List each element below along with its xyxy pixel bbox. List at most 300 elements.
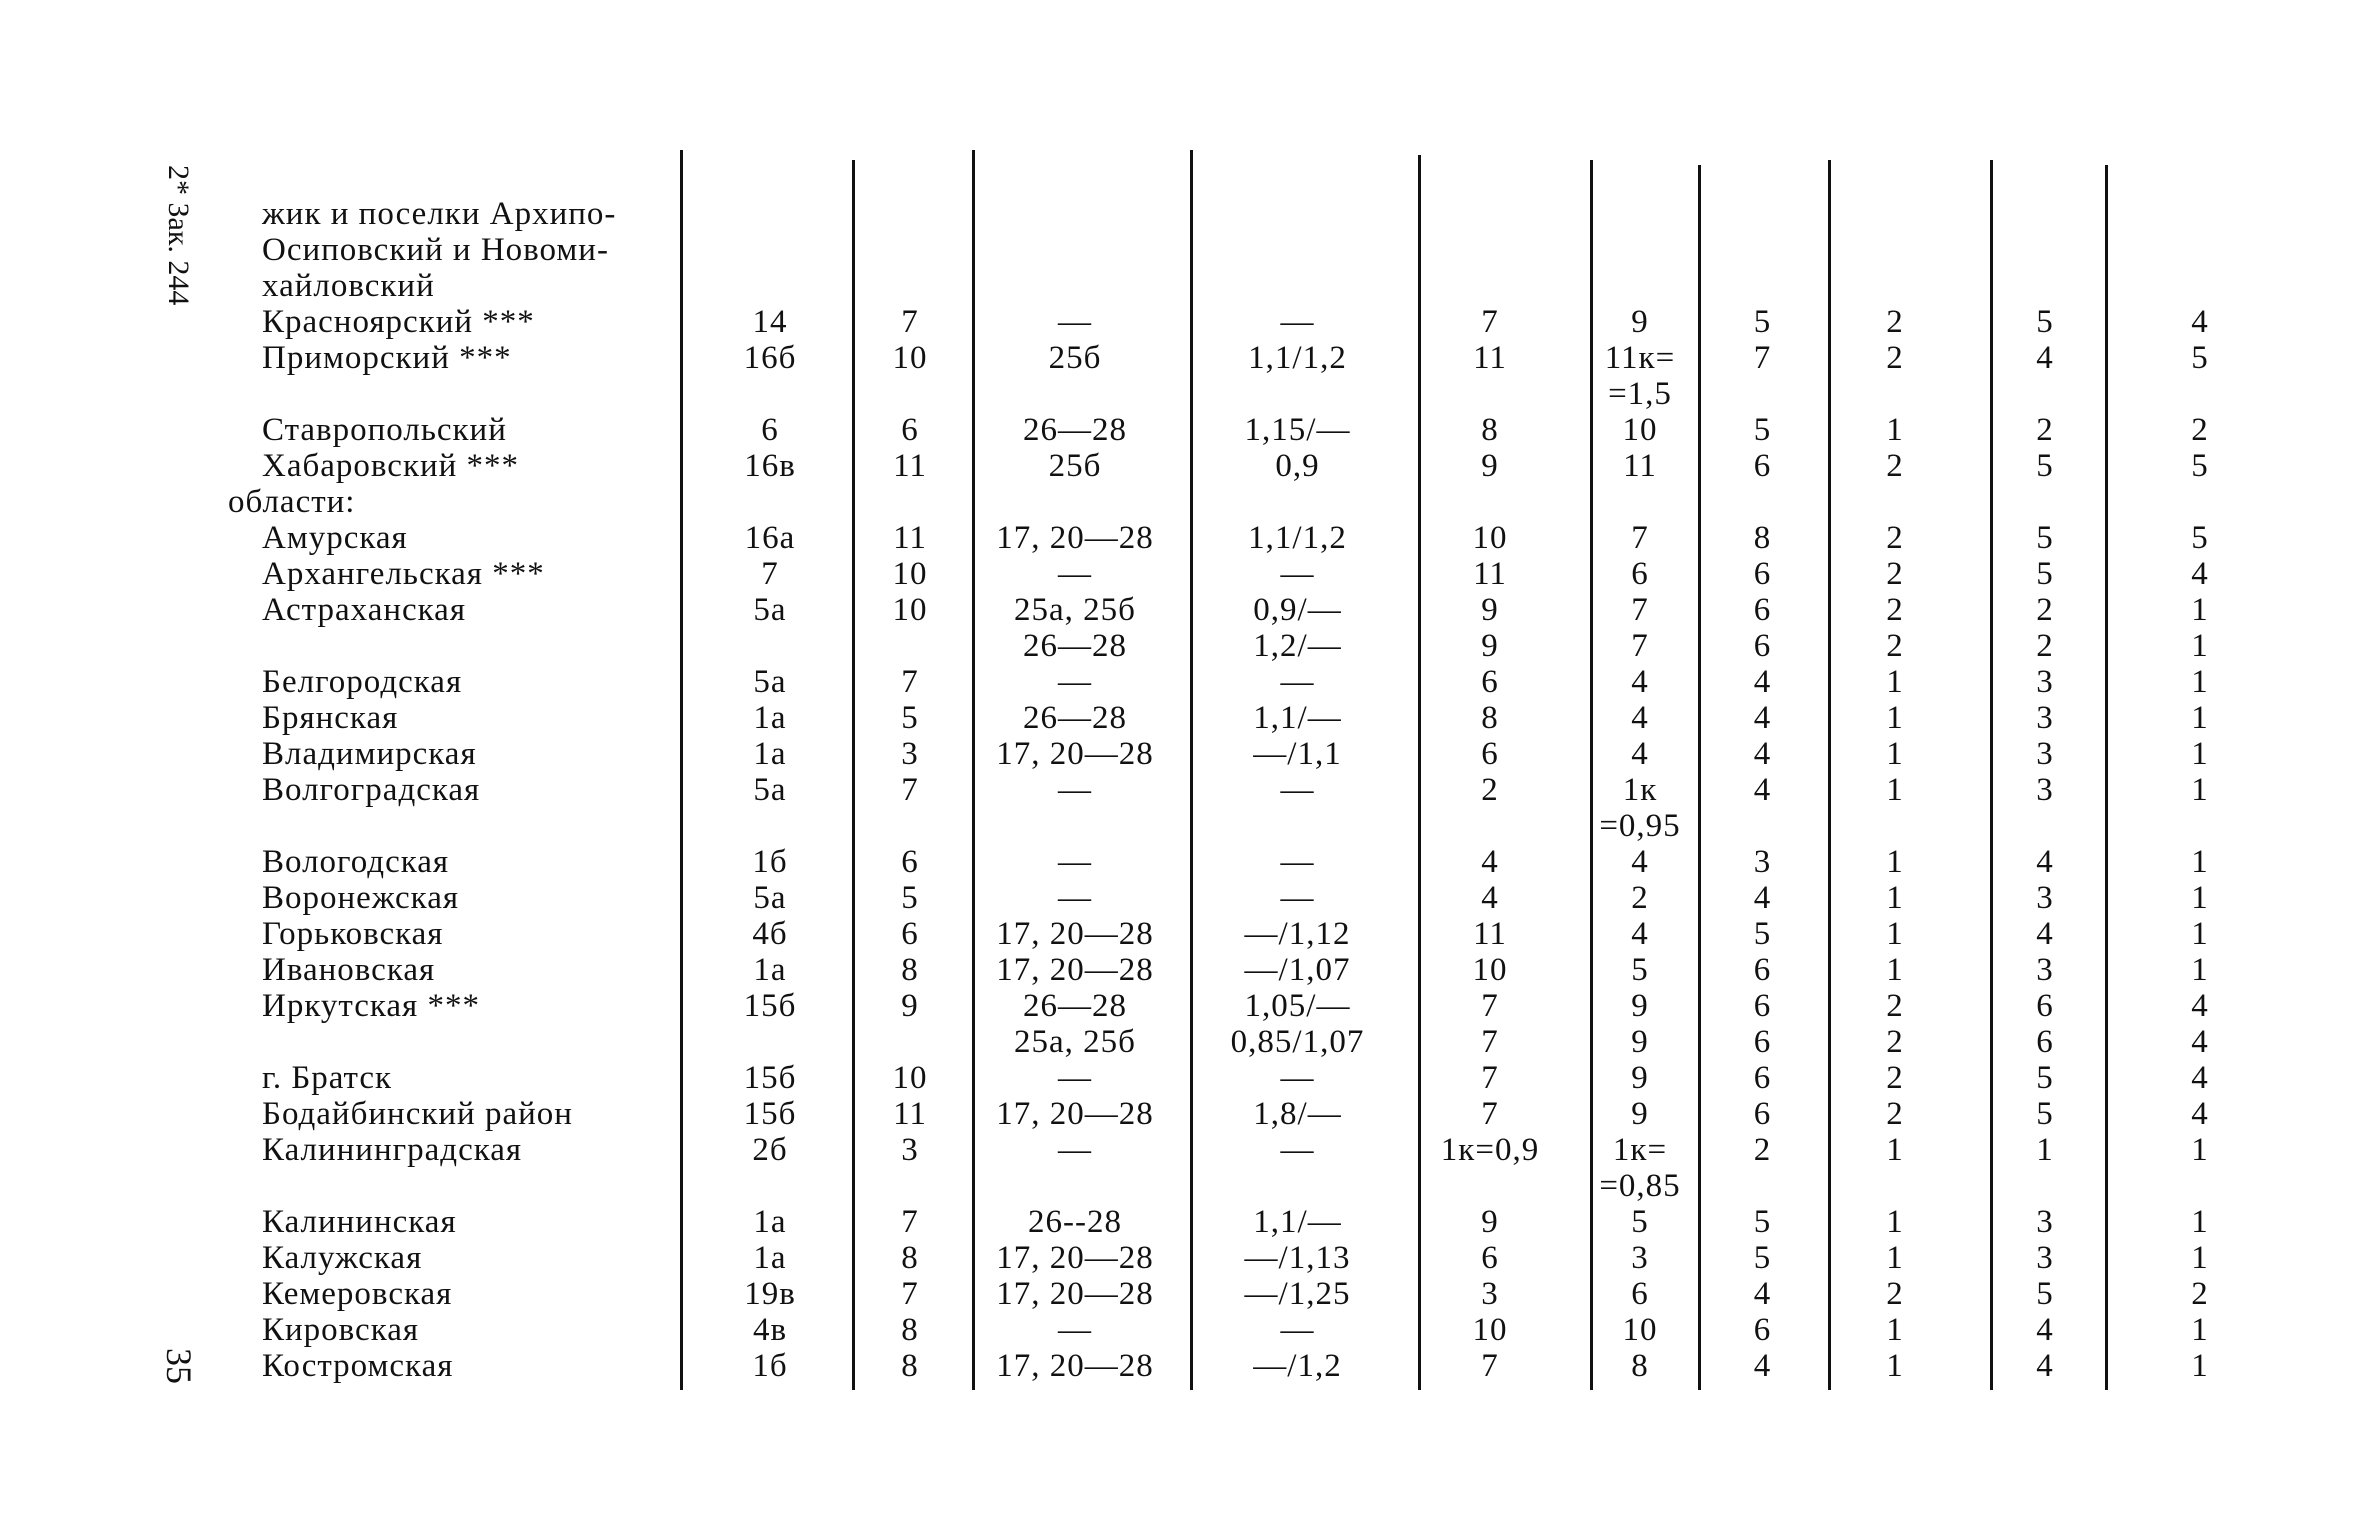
table-cell-col9: 5 — [2036, 448, 2054, 484]
table-cell-col2: 7 — [901, 1204, 919, 1240]
table-row — [0, 1060, 2362, 1096]
table-cell-col3: 25б — [1048, 448, 1102, 484]
table-cell-col4: 0,9 — [1275, 448, 1320, 484]
table-cell-col9: 2 — [2036, 592, 2054, 628]
table-cell-col8: 1 — [1886, 772, 1904, 808]
table-cell-col2: 5 — [901, 880, 919, 916]
table-cell-col3: — — [1058, 844, 1092, 880]
table-cell-col7: 7 — [1753, 340, 1772, 376]
region-name: Кировская — [262, 1312, 420, 1348]
table-cell-col9: 4 — [2036, 916, 2054, 952]
table-cell-col4: 1,1/— — [1253, 700, 1342, 736]
table-cell-col5: 10 — [1472, 520, 1508, 556]
table-cell-col6: 5 — [1631, 952, 1649, 988]
table-cell-col7: 4 — [1753, 880, 1772, 916]
table-cell-col10: 1 — [2191, 952, 2209, 988]
table-cell-col6: 11к= — [1604, 340, 1676, 376]
table-cell-col9: 5 — [2036, 1060, 2054, 1096]
table-cell-col10: 4 — [2191, 1096, 2209, 1132]
table-cell-col9: 2 — [2036, 628, 2054, 664]
table-row — [0, 844, 2362, 880]
table-cell-col6: 9 — [1631, 1096, 1649, 1132]
table-cell-col7: 5 — [1753, 1240, 1772, 1276]
region-name: хайловский — [262, 268, 435, 304]
table-cell-col10: 1 — [2191, 1240, 2209, 1276]
table-cell-col6: =0,85 — [1599, 1168, 1681, 1204]
page-number: 35 — [159, 1348, 199, 1384]
table-cell-col3: 17, 20—28 — [996, 916, 1154, 952]
table-cell-col2: 9 — [901, 988, 919, 1024]
table-cell-col8: 2 — [1886, 1276, 1904, 1312]
table-cell-col6: 4 — [1631, 736, 1649, 772]
table-cell-col3: 26--28 — [1028, 1204, 1122, 1240]
table-cell-col1: 14 — [752, 304, 788, 340]
region-name: области: — [228, 484, 356, 520]
table-row — [0, 1240, 2362, 1276]
table-row — [0, 232, 2362, 268]
table-cell-col10: 1 — [2191, 664, 2209, 700]
table-cell-col6: =1,5 — [1608, 376, 1672, 412]
table-cell-col10: 2 — [2191, 412, 2209, 448]
table-cell-col2: 7 — [901, 1276, 919, 1312]
table-cell-col6: 4 — [1631, 700, 1649, 736]
table-row — [0, 556, 2362, 592]
table-cell-col5: 9 — [1481, 592, 1499, 628]
table-cell-col9: 5 — [2036, 1276, 2054, 1312]
table-row — [0, 664, 2362, 700]
table-row — [0, 1312, 2362, 1348]
table-row — [0, 592, 2362, 628]
table-cell-col9: 5 — [2036, 304, 2054, 340]
table-cell-col10: 1 — [2191, 916, 2209, 952]
table-cell-col10: 4 — [2191, 1024, 2209, 1060]
table-cell-col8: 2 — [1886, 520, 1904, 556]
table-cell-col8: 1 — [1886, 664, 1904, 700]
table-cell-col4: —/1,07 — [1244, 952, 1351, 988]
table-cell-col10: 5 — [2191, 520, 2209, 556]
table-cell-col3: — — [1058, 556, 1092, 592]
table-cell-col10: 1 — [2191, 844, 2209, 880]
region-name: Хабаровский *** — [262, 448, 520, 484]
table-cell-col9: 3 — [2036, 736, 2054, 772]
region-name: г. Братск — [262, 1060, 393, 1096]
table-row — [0, 952, 2362, 988]
table-row — [0, 340, 2362, 376]
table-cell-col10: 4 — [2191, 304, 2209, 340]
table-cell-col7: 4 — [1753, 700, 1772, 736]
table-row — [0, 484, 2362, 520]
table-cell-col9: 5 — [2036, 520, 2054, 556]
table-cell-col8: 1 — [1886, 1132, 1904, 1168]
region-name: Иркутская *** — [262, 988, 480, 1024]
table-cell-col5: 7 — [1481, 988, 1499, 1024]
table-cell-col3: 17, 20—28 — [996, 1240, 1154, 1276]
table-cell-col10: 1 — [2191, 1132, 2209, 1168]
table-cell-col5: 7 — [1481, 304, 1499, 340]
table-cell-col3: — — [1058, 1060, 1092, 1096]
table-cell-col2: 11 — [893, 448, 927, 484]
table-cell-col5: 6 — [1481, 1240, 1499, 1276]
region-name: Брянская — [262, 700, 399, 736]
table-cell-col9: 3 — [2036, 772, 2054, 808]
table-cell-col9: 4 — [2036, 844, 2054, 880]
table-cell-col2: 8 — [901, 1348, 919, 1384]
table-cell-col6: 2 — [1631, 880, 1649, 916]
table-cell-col2: 6 — [901, 412, 919, 448]
table-cell-col1: 1а — [753, 700, 787, 736]
table-cell-col8: 2 — [1886, 556, 1904, 592]
table-cell-col8: 2 — [1886, 1024, 1904, 1060]
table-cell-col4: —/1,13 — [1244, 1240, 1351, 1276]
table-cell-col8: 1 — [1886, 1204, 1904, 1240]
table-cell-col5: 7 — [1481, 1348, 1499, 1384]
table-cell-col5: 2 — [1481, 772, 1499, 808]
table-cell-col6: 10 — [1622, 1312, 1658, 1348]
table-cell-col4: — — [1280, 772, 1315, 808]
table-cell-col5: 4 — [1481, 880, 1499, 916]
table-cell-col4: 0,9/— — [1253, 592, 1342, 628]
table-cell-col3: — — [1058, 880, 1092, 916]
table-cell-col2: 10 — [892, 1060, 928, 1096]
table-row — [0, 1024, 2362, 1060]
table-cell-col1: 7 — [761, 556, 779, 592]
table-cell-col5: 3 — [1481, 1276, 1499, 1312]
table-cell-col5: 9 — [1481, 1204, 1499, 1240]
table-row — [0, 772, 2362, 808]
table-cell-col7: 8 — [1753, 520, 1772, 556]
table-cell-col5: 10 — [1472, 952, 1508, 988]
table-cell-col4: — — [1280, 1312, 1315, 1348]
region-name: Калининградская — [262, 1132, 523, 1168]
table-cell-col6: 1к — [1622, 772, 1658, 808]
table-cell-col3: 17, 20—28 — [996, 1276, 1154, 1312]
table-cell-col1: 1а — [753, 736, 787, 772]
table-cell-col3: 17, 20—28 — [996, 520, 1154, 556]
table-cell-col1: 1б — [752, 1348, 788, 1384]
table-cell-col7: 4 — [1753, 1348, 1772, 1384]
table-row — [0, 1168, 2362, 1204]
table-cell-col4: —/1,25 — [1244, 1276, 1351, 1312]
table-cell-col1: 5а — [753, 880, 787, 916]
table-row — [0, 1204, 2362, 1240]
table-cell-col2: 6 — [901, 844, 919, 880]
table-cell-col5: 9 — [1481, 628, 1499, 664]
table-row — [0, 628, 2362, 664]
table-cell-col10: 1 — [2191, 1312, 2209, 1348]
table-cell-col7: 6 — [1753, 1096, 1772, 1132]
table-cell-col3: 25а, 25б — [1014, 1024, 1136, 1060]
table-cell-col9: 3 — [2036, 952, 2054, 988]
table-cell-col1: 1а — [753, 1240, 787, 1276]
table-row — [0, 808, 2362, 844]
table-cell-col7: 6 — [1753, 448, 1772, 484]
table-row — [0, 1348, 2362, 1384]
table-cell-col8: 2 — [1886, 1060, 1904, 1096]
region-name: Архангельская *** — [262, 556, 545, 592]
table-cell-col7: 3 — [1753, 844, 1772, 880]
table-cell-col6: 9 — [1631, 1060, 1649, 1096]
table-cell-col10: 4 — [2191, 1060, 2209, 1096]
table-cell-col7: 5 — [1753, 916, 1772, 952]
table-row — [0, 700, 2362, 736]
table-cell-col2: 3 — [901, 736, 919, 772]
table-cell-col3: 26—28 — [1023, 988, 1127, 1024]
region-name: Бодайбинский район — [262, 1096, 573, 1132]
table-cell-col2: 6 — [901, 916, 919, 952]
table-cell-col6: 5 — [1631, 1204, 1649, 1240]
table-cell-col2: 10 — [892, 592, 928, 628]
table-cell-col3: — — [1058, 664, 1092, 700]
table-cell-col8: 2 — [1886, 340, 1904, 376]
region-name: Белгородская — [262, 664, 463, 700]
table-cell-col1: 16б — [743, 340, 797, 376]
table-cell-col5: 10 — [1472, 1312, 1508, 1348]
table-cell-col10: 1 — [2191, 628, 2209, 664]
table-cell-col9: 3 — [2036, 880, 2054, 916]
table-cell-col7: 5 — [1753, 1204, 1772, 1240]
table-row — [0, 1276, 2362, 1312]
table-cell-col8: 2 — [1886, 628, 1904, 664]
table-cell-col6: 4 — [1631, 664, 1649, 700]
table-cell-col9: 3 — [2036, 1204, 2054, 1240]
table-cell-col4: —/1,12 — [1244, 916, 1351, 952]
table-cell-col4: 1,1/1,2 — [1248, 520, 1347, 556]
table-cell-col7: 6 — [1753, 1060, 1772, 1096]
table-row — [0, 988, 2362, 1024]
table-cell-col2: 10 — [892, 340, 928, 376]
table-cell-col2: 5 — [901, 700, 919, 736]
table-cell-col8: 2 — [1886, 988, 1904, 1024]
table-cell-col6: 3 — [1631, 1240, 1649, 1276]
table-cell-col9: 5 — [2036, 1096, 2054, 1132]
table-cell-col6: 11 — [1623, 448, 1657, 484]
table-cell-col9: 2 — [2036, 412, 2054, 448]
region-name: жик и поселки Архипо- — [262, 196, 617, 232]
table-cell-col2: 10 — [892, 556, 928, 592]
table-cell-col2: 7 — [901, 664, 919, 700]
table-cell-col6: 8 — [1631, 1348, 1649, 1384]
region-name: Красноярский *** — [262, 304, 535, 340]
table-cell-col7: 5 — [1753, 304, 1772, 340]
table-cell-col1: 15б — [743, 1060, 797, 1096]
table-cell-col4: — — [1280, 844, 1315, 880]
table-cell-col3: — — [1058, 304, 1092, 340]
table-cell-col4: 1,15/— — [1244, 412, 1351, 448]
table-cell-col10: 1 — [2191, 700, 2209, 736]
table-cell-col6: 7 — [1631, 520, 1649, 556]
table-cell-col1: 5а — [753, 592, 787, 628]
table-cell-col7: 4 — [1753, 772, 1772, 808]
table-cell-col9: 4 — [2036, 1348, 2054, 1384]
table-cell-col3: 25а, 25б — [1014, 592, 1136, 628]
table-cell-col1: 16в — [744, 448, 796, 484]
margin-order-note: 2* Зак. 244 — [162, 165, 195, 306]
table-row — [0, 1096, 2362, 1132]
table-cell-col8: 2 — [1886, 1096, 1904, 1132]
table-cell-col9: 3 — [2036, 700, 2054, 736]
table-row — [0, 916, 2362, 952]
table-cell-col8: 1 — [1886, 700, 1904, 736]
table-cell-col1: 5а — [753, 772, 787, 808]
table-cell-col8: 1 — [1886, 844, 1904, 880]
table-cell-col9: 3 — [2036, 664, 2054, 700]
table-cell-col6: 6 — [1631, 556, 1649, 592]
table-cell-col3: — — [1058, 1312, 1092, 1348]
table-cell-col3: 26—28 — [1023, 700, 1127, 736]
table-cell-col3: 26—28 — [1023, 412, 1127, 448]
table-cell-col4: 1,2/— — [1253, 628, 1342, 664]
table-cell-col1: 15б — [743, 988, 797, 1024]
table-cell-col7: 6 — [1753, 628, 1772, 664]
table-cell-col1: 4в — [752, 1312, 788, 1348]
region-name: Воронежская — [262, 880, 460, 916]
region-name: Владимирская — [262, 736, 477, 772]
table-cell-col4: 1,1/1,2 — [1248, 340, 1347, 376]
table-row — [0, 412, 2362, 448]
table-row — [0, 196, 2362, 232]
region-name: Костромская — [262, 1348, 454, 1384]
table-cell-col3: 26—28 — [1023, 628, 1127, 664]
table-cell-col10: 2 — [2191, 1276, 2209, 1312]
table-cell-col5: 7 — [1481, 1060, 1499, 1096]
table-cell-col1: 16а — [744, 520, 796, 556]
table-cell-col7: 6 — [1753, 988, 1772, 1024]
table-cell-col10: 1 — [2191, 772, 2209, 808]
table-cell-col5: 7 — [1481, 1024, 1499, 1060]
region-name: Волгоградская — [262, 772, 481, 808]
region-name: Осиповский и Новоми- — [262, 232, 609, 268]
table-cell-col1: 1а — [753, 952, 787, 988]
table-cell-col4: 1,8/— — [1253, 1096, 1342, 1132]
table-cell-col2: 8 — [901, 1312, 919, 1348]
table-cell-col4: — — [1280, 304, 1315, 340]
table-cell-col10: 1 — [2191, 1348, 2209, 1384]
table-cell-col10: 1 — [2191, 1204, 2209, 1240]
table-cell-col7: 4 — [1753, 664, 1772, 700]
table-cell-col8: 1 — [1886, 736, 1904, 772]
table-cell-col8: 1 — [1886, 1348, 1904, 1384]
table-cell-col9: 1 — [2036, 1132, 2054, 1168]
table-row — [0, 520, 2362, 556]
table-cell-col1: 15б — [743, 1096, 797, 1132]
table-cell-col6: 7 — [1631, 592, 1649, 628]
table-cell-col8: 1 — [1886, 1312, 1904, 1348]
table-cell-col10: 5 — [2191, 340, 2209, 376]
table-cell-col6: 4 — [1631, 916, 1649, 952]
table-cell-col8: 2 — [1886, 592, 1904, 628]
table-cell-col6: 1к= — [1612, 1132, 1668, 1168]
table-cell-col5: 11 — [1473, 340, 1507, 376]
table-cell-col10: 1 — [2191, 880, 2209, 916]
region-name: Горьковская — [262, 916, 444, 952]
table-cell-col3: — — [1058, 1132, 1092, 1168]
table-cell-col7: 5 — [1753, 412, 1772, 448]
table-cell-col3: 17, 20—28 — [996, 1348, 1154, 1384]
table-cell-col1: 5а — [753, 664, 787, 700]
table-cell-col9: 3 — [2036, 1240, 2054, 1276]
table-cell-col4: 0,85/1,07 — [1230, 1024, 1365, 1060]
table-cell-col7: 4 — [1753, 1276, 1772, 1312]
region-name: Вологодская — [262, 844, 450, 880]
table-cell-col2: 7 — [901, 304, 919, 340]
table-cell-col4: — — [1280, 1132, 1315, 1168]
table-cell-col5: 11 — [1473, 556, 1507, 592]
table-cell-col6: 9 — [1631, 988, 1649, 1024]
table-cell-col2: 3 — [901, 1132, 919, 1168]
table-cell-col7: 6 — [1753, 592, 1772, 628]
table-cell-col5: 11 — [1473, 916, 1507, 952]
table-cell-col3: 17, 20—28 — [996, 952, 1154, 988]
table-cell-col8: 1 — [1886, 880, 1904, 916]
table-cell-col4: — — [1280, 1060, 1315, 1096]
table-cell-col4: —/1,2 — [1253, 1348, 1342, 1384]
table-cell-col4: 1,1/— — [1253, 1204, 1342, 1240]
table-row — [0, 268, 2362, 304]
table-cell-col1: 1б — [752, 844, 788, 880]
table-cell-col8: 2 — [1886, 448, 1904, 484]
table-cell-col9: 4 — [2036, 340, 2054, 376]
table-cell-col2: 8 — [901, 1240, 919, 1276]
table-cell-col4: — — [1280, 556, 1315, 592]
table-cell-col5: 7 — [1481, 1096, 1499, 1132]
table-cell-col6: 10 — [1622, 412, 1658, 448]
table-cell-col5: 4 — [1481, 844, 1499, 880]
table-cell-col10: 1 — [2191, 592, 2209, 628]
table-cell-col1: 2б — [752, 1132, 788, 1168]
table-cell-col10: 1 — [2191, 736, 2209, 772]
table-cell-col9: 5 — [2036, 556, 2054, 592]
table-cell-col10: 5 — [2191, 448, 2209, 484]
table-cell-col5: 8 — [1481, 700, 1499, 736]
region-name: Астраханская — [262, 592, 467, 628]
table-cell-col1: 19в — [744, 1276, 796, 1312]
table-cell-col8: 1 — [1886, 916, 1904, 952]
table-cell-col8: 1 — [1886, 412, 1904, 448]
table-cell-col5: 6 — [1481, 664, 1499, 700]
table-cell-col2: 11 — [893, 520, 927, 556]
table-cell-col5: 1к=0,9 — [1440, 1132, 1540, 1168]
table-cell-col4: — — [1280, 880, 1315, 916]
table-cell-col5: 9 — [1481, 448, 1499, 484]
table-cell-col3: — — [1058, 772, 1092, 808]
table-row — [0, 304, 2362, 340]
table-cell-col8: 1 — [1886, 1240, 1904, 1276]
table-cell-col3: 17, 20—28 — [996, 1096, 1154, 1132]
table-cell-col5: 6 — [1481, 736, 1499, 772]
table-row — [0, 880, 2362, 916]
region-name: Ивановская — [262, 952, 436, 988]
table-cell-col4: 1,05/— — [1244, 988, 1351, 1024]
table-row — [0, 1132, 2362, 1168]
table-cell-col7: 6 — [1753, 556, 1772, 592]
table-cell-col1: 1а — [753, 1204, 787, 1240]
table-cell-col1: 4б — [752, 916, 788, 952]
table-cell-col3: 25б — [1048, 340, 1102, 376]
table-cell-col9: 6 — [2036, 988, 2054, 1024]
table-cell-col4: — — [1280, 664, 1315, 700]
table-cell-col7: 6 — [1753, 1312, 1772, 1348]
table-cell-col4: —/1,1 — [1253, 736, 1342, 772]
table-cell-col6: 7 — [1631, 628, 1649, 664]
table-cell-col6: 9 — [1631, 1024, 1649, 1060]
table-cell-col6: 6 — [1631, 1276, 1649, 1312]
table-cell-col6: 4 — [1631, 844, 1649, 880]
region-name: Калужская — [262, 1240, 423, 1276]
table-cell-col8: 2 — [1886, 304, 1904, 340]
table-cell-col7: 4 — [1753, 736, 1772, 772]
table-cell-col6: =0,95 — [1599, 808, 1681, 844]
table-cell-col8: 1 — [1886, 952, 1904, 988]
